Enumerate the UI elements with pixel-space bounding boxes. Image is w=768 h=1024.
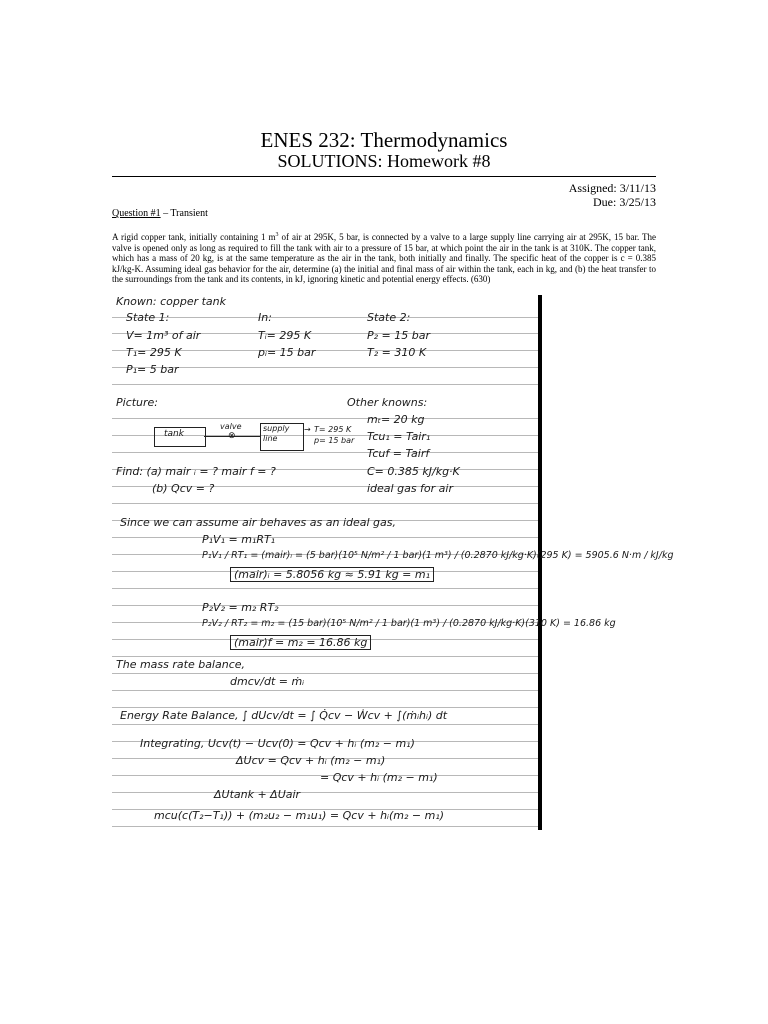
final-energy-eq: mcu(c(T₂−T₁)) + (m₂u₂ − m₁u₁) = Qcv + hᵢ(m₂ − m₁) (154, 809, 445, 822)
t2-value: T₂ = 310 K (367, 346, 427, 359)
assumption-line: Since we can assume air behaves as an ideal gas, (120, 516, 397, 529)
specific-heat: C= 0.385 kJ/kg·K (367, 465, 460, 478)
known-heading: Known: copper tank (116, 295, 227, 308)
tank-label: tank (164, 429, 184, 439)
header-divider (112, 176, 656, 177)
question-heading (112, 208, 208, 219)
eq-final-mass-calc: P₂V₂ / RT₂ = m₂ = (15 bar)(10⁵ N/m² / 1 bar)(1 m³) / (0.2870 kJ/kg·K)(310 K) = 16.86 kg (202, 618, 616, 629)
state2-heading: State 2: (367, 311, 411, 324)
ideal-gas-note: ideal gas for air (367, 482, 453, 495)
valve-label: valve (220, 422, 242, 431)
eq-ideal-gas-1: P₁V₁ = m₁RT₁ (202, 533, 276, 546)
margin-bar (538, 295, 542, 830)
tin-value: Tᵢ= 295 K (258, 329, 312, 342)
pin-value: pᵢ= 15 bar (258, 346, 316, 359)
delta-u-eq-1: ΔUcv = Qcv + hᵢ (m₂ − m₁) (236, 754, 386, 767)
tank-mass: mₜ= 20 kg (367, 413, 425, 426)
mass-balance-eq: dmcv/dt = ṁᵢ (230, 675, 305, 688)
find-a: Find: (a) mair ᵢ = ? mair f = ? (116, 465, 276, 478)
tcuf-relation: Tcuf = Tairf (367, 447, 430, 460)
supply-line-label: supply line (263, 424, 290, 443)
question-topic: – Transient (163, 208, 208, 219)
due-date: Due: 3/25/13 (593, 195, 656, 209)
delta-u-split: ΔUtank + ΔUair (214, 788, 301, 801)
eq-initial-mass-result: (mair)ᵢ = 5.8056 kg ≈ 5.91 kg = m₁ (230, 567, 434, 582)
problem-superscript: 3 (275, 232, 279, 238)
picture-heading: Picture: (116, 396, 159, 409)
problem-text-a: A rigid copper tank, initially containing 1 m (112, 232, 276, 242)
tcu1-relation: Tcu₁ = Tair₁ (367, 430, 431, 443)
in-heading: In: (258, 311, 272, 324)
v1-value: V= 1m³ of air (126, 329, 201, 342)
delta-u-eq-2: = Qcv + hᵢ (m₂ − m₁) (320, 771, 438, 784)
valve-icon: ⊗ (228, 431, 236, 441)
assigned-date: Assigned: 3/11/13 (568, 181, 656, 195)
eq-final-mass-result: (mair)f = m₂ = 16.86 kg (230, 635, 371, 650)
problem-text-b: of air at 295K, 5 bar, is connected by a valve to a large supply line carrying air at 295K, 15 bar. The valve is opened only as long as required to fill the tank with air to a pressure of 15 bar, at which point the air in the tank is at 310K. The copper tank, which has a mass of 20 kg, is at the same temperature as the air in the tank, both initially and finally. The specific heat of the copper is c = 0.385 kJ/kg-K. Assuming ideal gas behavior for the air, determine (a) the initial and final mass of air within the tank, each in kg, and (b) the heat transfer to the surroundings from the tank and its contents, in kJ, ignoring kinetic and potential energy effects. (630) (112, 232, 656, 284)
supply-pressure: p= 15 bar (314, 436, 355, 445)
eq-ideal-gas-2: P₂V₂ = m₂ RT₂ (202, 601, 279, 614)
state1-heading: State 1: (126, 311, 170, 324)
other-knowns-heading: Other knowns: (347, 396, 428, 409)
p1-value: P₁= 5 bar (126, 363, 179, 376)
problem-statement (112, 230, 656, 285)
handwritten-solution (112, 295, 674, 830)
question-label: Question #1 (112, 208, 161, 219)
energy-balance-eq: Energy Rate Balance, ∫ dUcv/dt = ∫ Q̇cv − Ẇcv + ∫(ṁᵢhᵢ) dt (120, 709, 448, 722)
t1-value: T₁= 295 K (126, 346, 182, 359)
integrating-eq: Integrating, Ucv(t) − Ucv(0) = Qcv + hᵢ (m₂ − m₁) (140, 737, 415, 750)
supply-arrow-icon: → (304, 425, 311, 434)
supply-temp: T= 295 K (314, 425, 352, 434)
eq-initial-mass-calc: P₁V₁ / RT₁ = (mair)ᵢ = (5 bar)(10⁵ N/m² / 1 bar)(1 m³) / (0.2870 kJ/kg·K)(295 K) = 5905.6 N·m / kJ/kg (202, 550, 674, 561)
document-subtitle: SOLUTIONS: Homework #8 (277, 151, 491, 171)
find-b: (b) Qcv = ? (152, 482, 215, 495)
mass-balance-heading: The mass rate balance, (116, 658, 246, 671)
p2-value: P₂ = 15 bar (367, 329, 430, 342)
course-title: ENES 232: Thermodynamics (260, 128, 508, 152)
